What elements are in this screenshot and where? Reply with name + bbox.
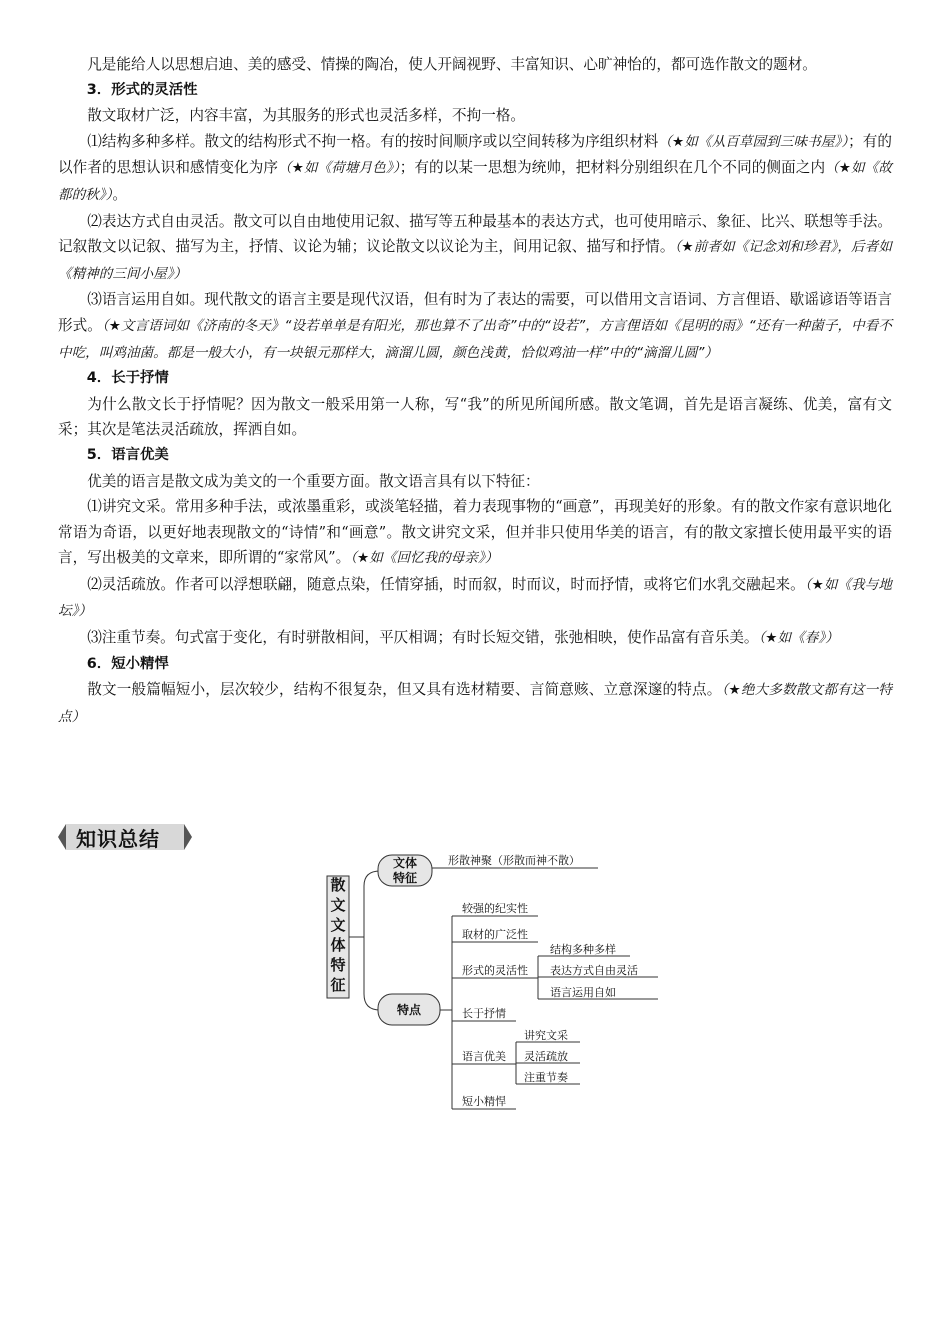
paragraph bbox=[58, 469, 892, 495]
feature-item: 短小精悍 bbox=[462, 1095, 506, 1108]
article-body bbox=[58, 52, 892, 730]
lang-sub-item: 灵活疏放 bbox=[524, 1050, 568, 1063]
banner-left-arrow-icon bbox=[58, 824, 66, 850]
example-note: （★文言语词如《济南的冬天》“设若单单是有阳光，那也算不了出奇”中的“设若”，方言俚语如《昆明的雨》“还有一种菌子，中看不中吃，叫鸡油菌。都是一般大小，有一块银元那样大，滴溜儿圆，颜色浅黄，恰似鸡油一样”中的“滴溜儿圆”） bbox=[58, 317, 892, 361]
feature-item: 形式的灵活性 bbox=[462, 964, 528, 977]
genre-leaf-text: 形散神聚（形散而神不散） bbox=[448, 854, 580, 867]
paragraph-text: ⑶语言运用自如。现代散文的语言主要是现代汉语，但有时为了表达的需要，可以借用文言语词、方言俚语、歇谣谚语等语言形式。 bbox=[58, 291, 892, 334]
heading-text: 5．语言优美 bbox=[86, 446, 169, 463]
paragraph-text: ⑵表达方式自由灵活。散文可以自由地使用记叙、描写等五种最基本的表达方式，也可使用暗示、象征、比兴、联想等手法。记叙散文以记叙、描写为主，抒情、议论为辅；议论散文以议论为主，间用记叙、描写和抒情。 bbox=[58, 212, 892, 256]
paragraph bbox=[58, 129, 892, 209]
paragraph bbox=[58, 287, 892, 366]
section-heading bbox=[58, 366, 892, 392]
paragraph bbox=[58, 209, 892, 288]
section-heading bbox=[58, 78, 892, 104]
feature-item: 较强的纪实性 bbox=[462, 902, 528, 915]
paragraph-text: 为什么散文长于抒情呢？因为散文一般采用第一人称，写“我”的所见所闻所感。散文笔调，首先是语言凝练、优美，富有文采；其次是笔法灵活疏放，挥洒自如。 bbox=[58, 395, 892, 439]
feature-item: 语言优美 bbox=[462, 1050, 506, 1063]
branch-genre-label-line2: 特征 bbox=[392, 871, 418, 885]
example-note: （★如《故都的秋》） bbox=[58, 160, 892, 203]
example-note: （★如《我与地坛》） bbox=[58, 576, 892, 620]
heading-text: 3．形式的灵活性 bbox=[86, 81, 198, 98]
form-sub-item: 语言运用自如 bbox=[550, 986, 616, 999]
example-note: （★如《回忆我的母亲》） bbox=[350, 550, 499, 567]
feature-item: 取材的广泛性 bbox=[462, 928, 528, 941]
form-sub-item: 表达方式自由灵活 bbox=[550, 964, 638, 977]
lang-sub-item: 注重节奏 bbox=[524, 1071, 568, 1084]
paragraph-text: ⑴讲究文采。常用多种手法，或浓墨重彩，或淡笔轻描，着力表现事物的“画意”，再现美好的形象。有的散文作家有意识地化常语为奇语，以更好地表现散文的“诗情”和“画意”。散文讲究文采，但并非只使用华美的语言，有的散文家擅长使用最平实的语言，写出极美的文章来，即所谓的“家常风”。 bbox=[58, 498, 892, 567]
lang-sub-item: 讲究文采 bbox=[524, 1029, 568, 1042]
feature-item: 长于抒情 bbox=[462, 1007, 506, 1020]
paragraph-text: 。 bbox=[112, 185, 127, 203]
paragraph bbox=[58, 625, 892, 652]
paragraph-text: ⑴结构多种多样。散文的结构形式不拘一格。有的按时间顺序或以空间转移为序组织材料 bbox=[87, 132, 659, 150]
root-label: 散文文体特征 bbox=[330, 876, 346, 994]
example-note: （★绝大多数散文都有这一特点） bbox=[58, 682, 892, 725]
concept-map-svg bbox=[320, 846, 680, 1116]
example-note: （★前者如《记念刘和珍君》，后者如《精神的三间小屋》） bbox=[58, 239, 892, 282]
section-heading bbox=[58, 443, 892, 469]
branch-features-label: 特点 bbox=[396, 1003, 422, 1017]
knowledge-summary-banner bbox=[58, 820, 194, 852]
paragraph bbox=[58, 494, 892, 572]
example-note: （★如《荷塘月色》） bbox=[278, 160, 400, 177]
paragraph-text: 优美的语言是散文成为美文的一个重要方面。散文语言具有以下特征： bbox=[87, 472, 540, 490]
paragraph-text: 凡是能给人以思想启迪、美的感受、情操的陶冶，使人开阔视野、丰富知识、心旷神怡的，都可选作散文的题材。 bbox=[87, 56, 817, 73]
paragraph bbox=[58, 677, 892, 730]
paragraph bbox=[58, 52, 892, 78]
form-sub-item: 结构多种多样 bbox=[550, 943, 616, 956]
heading-text: 6．短小精悍 bbox=[86, 655, 169, 672]
paragraph bbox=[58, 392, 892, 443]
paragraph-text: ⑵灵活疏放。作者可以浮想联翩，随意点染，任情穿插，时而叙，时而议，时而抒情，或将它们水乳交融起来。 bbox=[87, 575, 805, 593]
banner-right-arrow-icon bbox=[184, 824, 192, 850]
example-note: （★如《春》） bbox=[758, 630, 839, 647]
example-note: （★如《从百草园到三味书屋》） bbox=[658, 133, 849, 150]
paragraph bbox=[58, 572, 892, 625]
paragraph-text: ；有的以作者的思想认识和感情变化为序 bbox=[58, 132, 892, 177]
paragraph-text: 散文一般篇幅短小，层次较少，结构不很复杂，但又具有选材精要、言简意赅、立意深邃的特点。 bbox=[87, 681, 722, 699]
paragraph bbox=[58, 103, 892, 129]
paragraph-text: 散文取材广泛，内容丰富，为其服务的形式也灵活多样，不拘一格。 bbox=[87, 107, 526, 125]
heading-text: 4．长于抒情 bbox=[86, 370, 169, 387]
banner-label: 知识总结 bbox=[76, 827, 160, 851]
concept-map bbox=[320, 846, 680, 1116]
paragraph-text: ；有的以某一思想为统帅，把材料分别组织在几个不同的侧面之内 bbox=[399, 159, 826, 177]
branch-genre-label: 文体 bbox=[392, 856, 418, 870]
paragraph-text: ⑶注重节奏。句式富于变化，有时骈散相间，平仄相调；有时长短交错，张弛相映，使作品富有音乐美。 bbox=[87, 629, 759, 647]
section-heading bbox=[58, 652, 892, 678]
